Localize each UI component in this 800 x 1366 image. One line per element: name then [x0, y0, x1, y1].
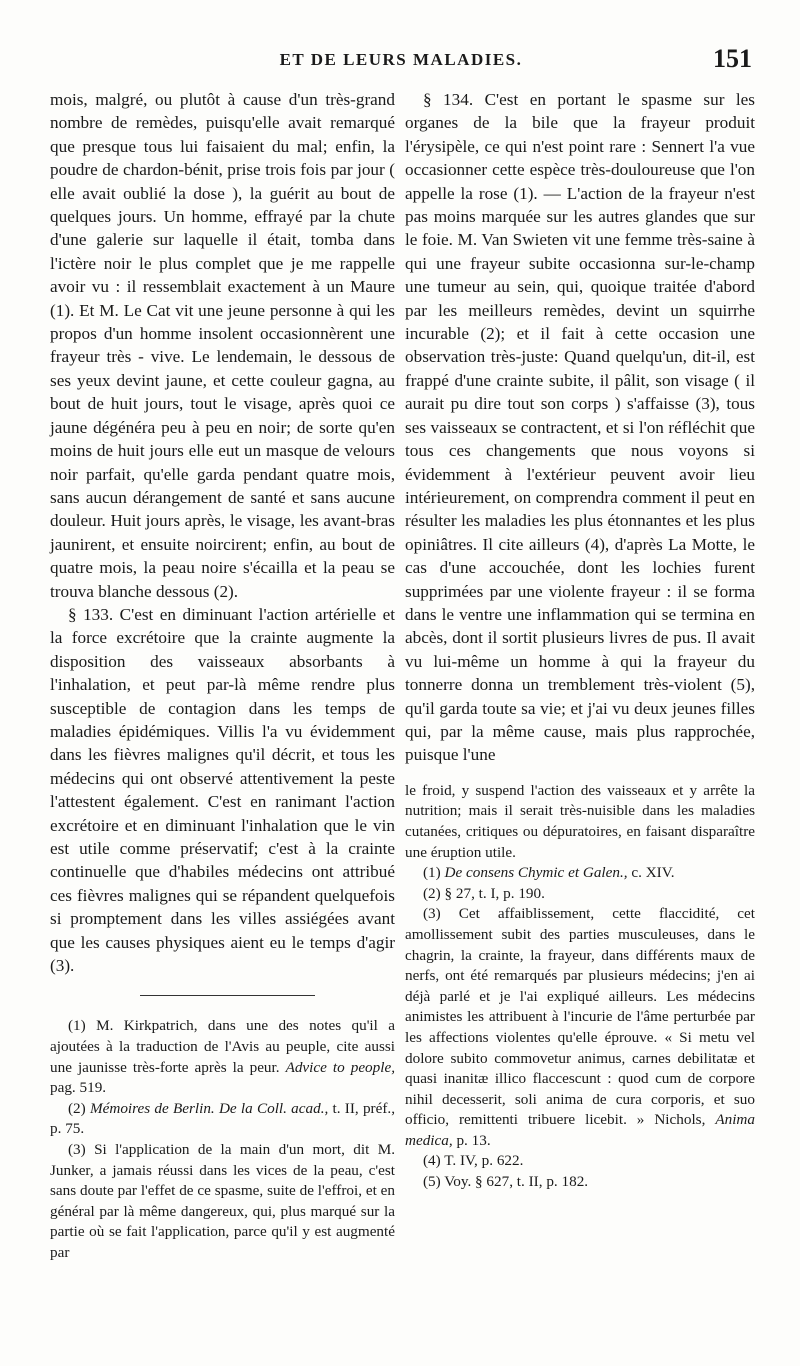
running-head: ET DE LEURS MALADIES.: [279, 50, 523, 69]
footnote-2-tail: t. II, préf., p. 75.: [50, 1099, 396, 1138]
footnote-r3: [405, 904, 755, 1151]
footnote-r3-text: (3) Cet affaiblissement, cette flaccidité, cet amollissement subit des parties musculeuses, dans le chagrin, la crainte, la frayeur, dans différents maux de nerfs, ont été remarqués par plusieurs médecins; j'en ai déjà parlé et je l'ai expliqué ailleurs. Les médecins animistes les attribuent à l'incurie de l'âme perturbée par les affections violentes qu'elle éprouve. « Si metu vel dolore subito commovetur animus, carnes debilitatæ et quasi inanitæ illico flaccescunt : quod cum de corpore nihil decesserit, soli anima de cura corporis, et suo officio, remittenti tribuere licebit. » Nichols,: [405, 905, 755, 1129]
left-paragraph-1: mois, malgré, ou plutôt à cause d'un très-grand nombre de remèdes, puisqu'elle avait remarqué que presque tous lui faisaient du mal; enfin, la poudre de chardon-bénit, prise trois fois par jour ( elle avait oublié la dose ), la guérit au bout de quelques jours. Un homme, effrayé par la chute d'une galerie sur laquelle il était, tomba dans l'ictère noir le plus complet que je me rappelle avoir vu : il ressemblait exactement à un Maure (1). Et M. Le Cat vit une jeune personne à qui les propos d'un homme insolent occasionnèrent une frayeur très - vive. Le lendemain, le dessous de ses yeux devint jaune, et cette couleur gagna, au bout de huit jours, tout le visage, après quoi ce jaune dégénéra peu à peu en noir; de sorte qu'en moins de huit jours elle eut un masque de velours noir parfait, qu'elle garda pendant quatre mois, sans aucun dérangement de santé et sans aucune douleur. Huit jours après, le visage, les avant-bras jaunirent, et ensuite noircirent; enfin, au bout de quatre mois, la peau noire s'écailla et la peau se trouva blanche dessous (2).: [50, 90, 395, 601]
page-header: [50, 44, 752, 74]
footnote-r3-italic: Anima medica,: [405, 1111, 755, 1149]
footnote-r1-tail: c. XIV.: [631, 864, 675, 882]
footnote-r1: [405, 863, 755, 884]
footnote-2-number: (2): [68, 1099, 86, 1117]
footnote-2: [50, 1099, 395, 1140]
right-paragraph-section-134: § 134. C'est en portant le spasme sur les organes de la bile que la frayeur produit l'érysipèle, ce qui n'est point rare : Sennert l'a vue occasionner cette espèce très-douloureuse que l'on appelle la rose (1). — L'action de la frayeur n'est pas moins marquée sur les autres glandes que sur le foie. M. Van Swieten vit une femme très-saine à qui une frayeur subite occasionna sur-le-champ une tumeur au sein, qui, quoique traitée d'abord par les meilleurs remèdes, devint un squirrhe incurable (2); et il fait à cette occasion une observation très-juste: Quand quelqu'un, dit-il, est frappé d'une crainte subite, il pâlit, son visage ( il aurait pu dire tout son corps ) s'affaisse (3), tous ses vaisseaux se contractent, et si l'on réfléchit que tous ces changements que nous voyons si évidemment à l'extérieur peuvent avoir lieu intérieurement, on comprendra comment il peut en résulter les maladies les plus étonnantes et les plus opiniâtres. Il cite ailleurs (4), d'après La Motte, le cas d'une accouchée, dont les lochies furent supprimées par une violente frayeur : il se forma dans le ventre une inflammation qui se termina en abcès, dont il sortit plusieurs livres de pus. Il avait vu lui-même un homme à qui la frayeur du tonnerre donna un tremblement très-violent (5), qu'il garda toute sa vie; et j'ai vu deux jeunes filles qui, par la même cause, mais plus rapprochée, puisque l'une: [405, 90, 755, 765]
right-column: [405, 88, 755, 1193]
footnote-r3-tail: p. 13.: [456, 1131, 491, 1149]
left-footnotes: [50, 1016, 395, 1263]
page-number: 151: [713, 44, 752, 73]
footnote-r2: (2) § 27, t. I, p. 190.: [423, 884, 545, 902]
right-footnotes: [405, 781, 755, 1193]
left-paragraph-section-133: § 133. C'est en diminuant l'action artérielle et la force excrétoire que la crainte augmente la disposition des vaisseaux absorbants à l'inhalation, et peut par-là même rendre plus susceptible de contagion dans les temps de maladies épidémiques. Villis l'a vu évidemment dans les fièvres malignes qu'il décrit, et tous les médecins qui ont observé attentivement la peste l'attestent également. C'est en ranimant l'action excrétoire et en diminuant l'inhalation que le vin est utile comme préservatif; c'est à la crainte continuelle que d'habiles médecins ont attribué ces fièvres malignes qui se répandent quelquefois si promptement dans les villes assiégées avant que les causes physiques aient eu le temps d'agir (3).: [50, 604, 395, 976]
footnote-1-text: (1) M. Kirkpatrich, dans une des notes qu'il a ajoutées à la traduction de l'Avis au peuple, cite aussi une jaunisse très-forte après la peur.: [50, 1017, 395, 1076]
footnote-divider: [140, 995, 315, 996]
left-column: [50, 88, 395, 1264]
footnote-2-italic: Mémoires de Berlin. De la Coll. acad.,: [89, 1099, 329, 1117]
footnote-continuation: le froid, y suspend l'action des vaisseaux et y arrête la nutrition; mais il serait très-nuisible dans les maladies cutanées, critiques ou dépuratoires, en faisant disparaître une éruption utile.: [405, 781, 755, 861]
footnote-r1-italic: De consens Chymic et Galen.,: [444, 864, 628, 882]
footnote-3: (3) Si l'application de la main d'un mort, dit M. Junker, a jamais réussi dans les vices de la peau, c'est sans doute par l'effet de ce spasme, suite de l'effroi, et en général par là même dangereux, qui, plus marqué sur la partie où se fait l'application, parce qu'il y est augmenté par: [50, 1141, 395, 1261]
footnote-1-tail: pag. 519.: [50, 1079, 107, 1097]
footnote-r1-number: (1): [423, 864, 441, 882]
footnote-1-italic: Advice to people,: [285, 1058, 395, 1076]
footnote-1: [50, 1016, 395, 1098]
footnote-r4: (4) T. IV, p. 622.: [423, 1152, 524, 1170]
footnote-r5: (5) Voy. § 627, t. II, p. 182.: [423, 1173, 589, 1191]
